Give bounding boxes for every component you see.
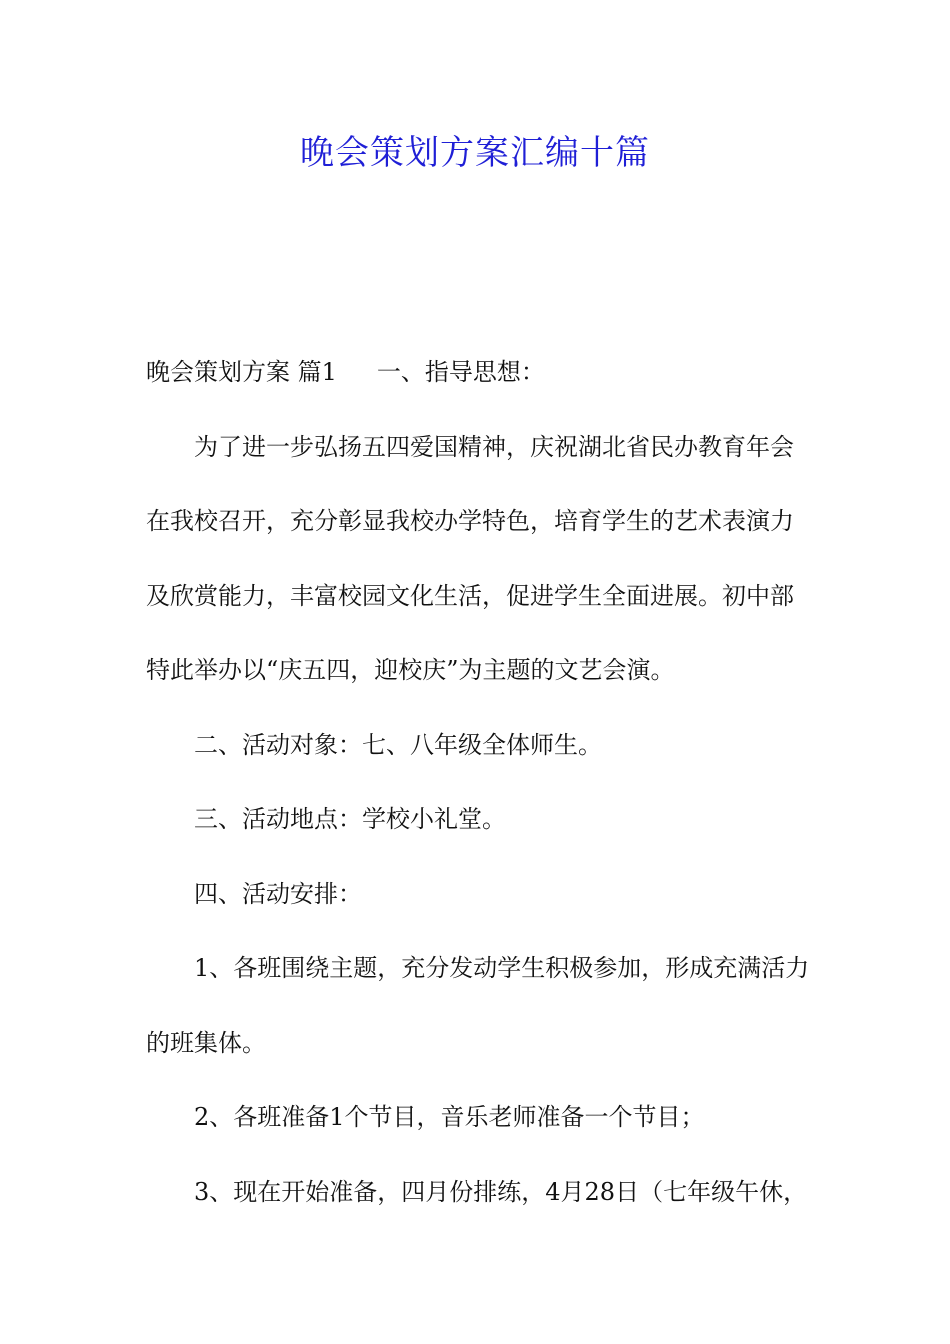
document-body (146, 335, 810, 1229)
document-title: 晚会策划方案汇编十篇 (300, 133, 650, 173)
paragraph-line: 3、现在开始准备，四月份排练，4月28日（七年级午休， (194, 1177, 808, 1206)
subsection-heading: 一、指导思想： (376, 358, 545, 386)
paragraph-line: 及欣赏能力，丰富校园文化生活，促进学生全面进展。初中部 (146, 581, 794, 610)
section-heading-line (146, 335, 810, 410)
paragraph-line: 2、各班准备1个节目，音乐老师准备一个节目； (194, 1103, 705, 1131)
paragraph-line: 三、活动地点：学校小礼堂。 (194, 805, 506, 833)
paragraph-line: 1、各班围绕主题，充分发动学生积极参加，形成充满活力 (194, 954, 810, 982)
paragraph-line: 二、活动对象：七、八年级全体师生。 (194, 730, 602, 759)
paragraph-line: 四、活动安排： (194, 879, 362, 908)
paragraph-line: 为了进一步弘扬五四爱国精神，庆祝湖北省民办教育年会 (194, 432, 794, 461)
paragraph-line: 在我校召开，充分彰显我校办学特色，培育学生的艺术表演力 (146, 507, 794, 535)
paragraph-line: 特此举办以“庆五四，迎校庆”为主题的文艺会演。 (146, 656, 675, 684)
paragraph-line: 的班集体。 (146, 1028, 266, 1057)
section-heading: 晚会策划方案 篇1 (146, 358, 337, 386)
